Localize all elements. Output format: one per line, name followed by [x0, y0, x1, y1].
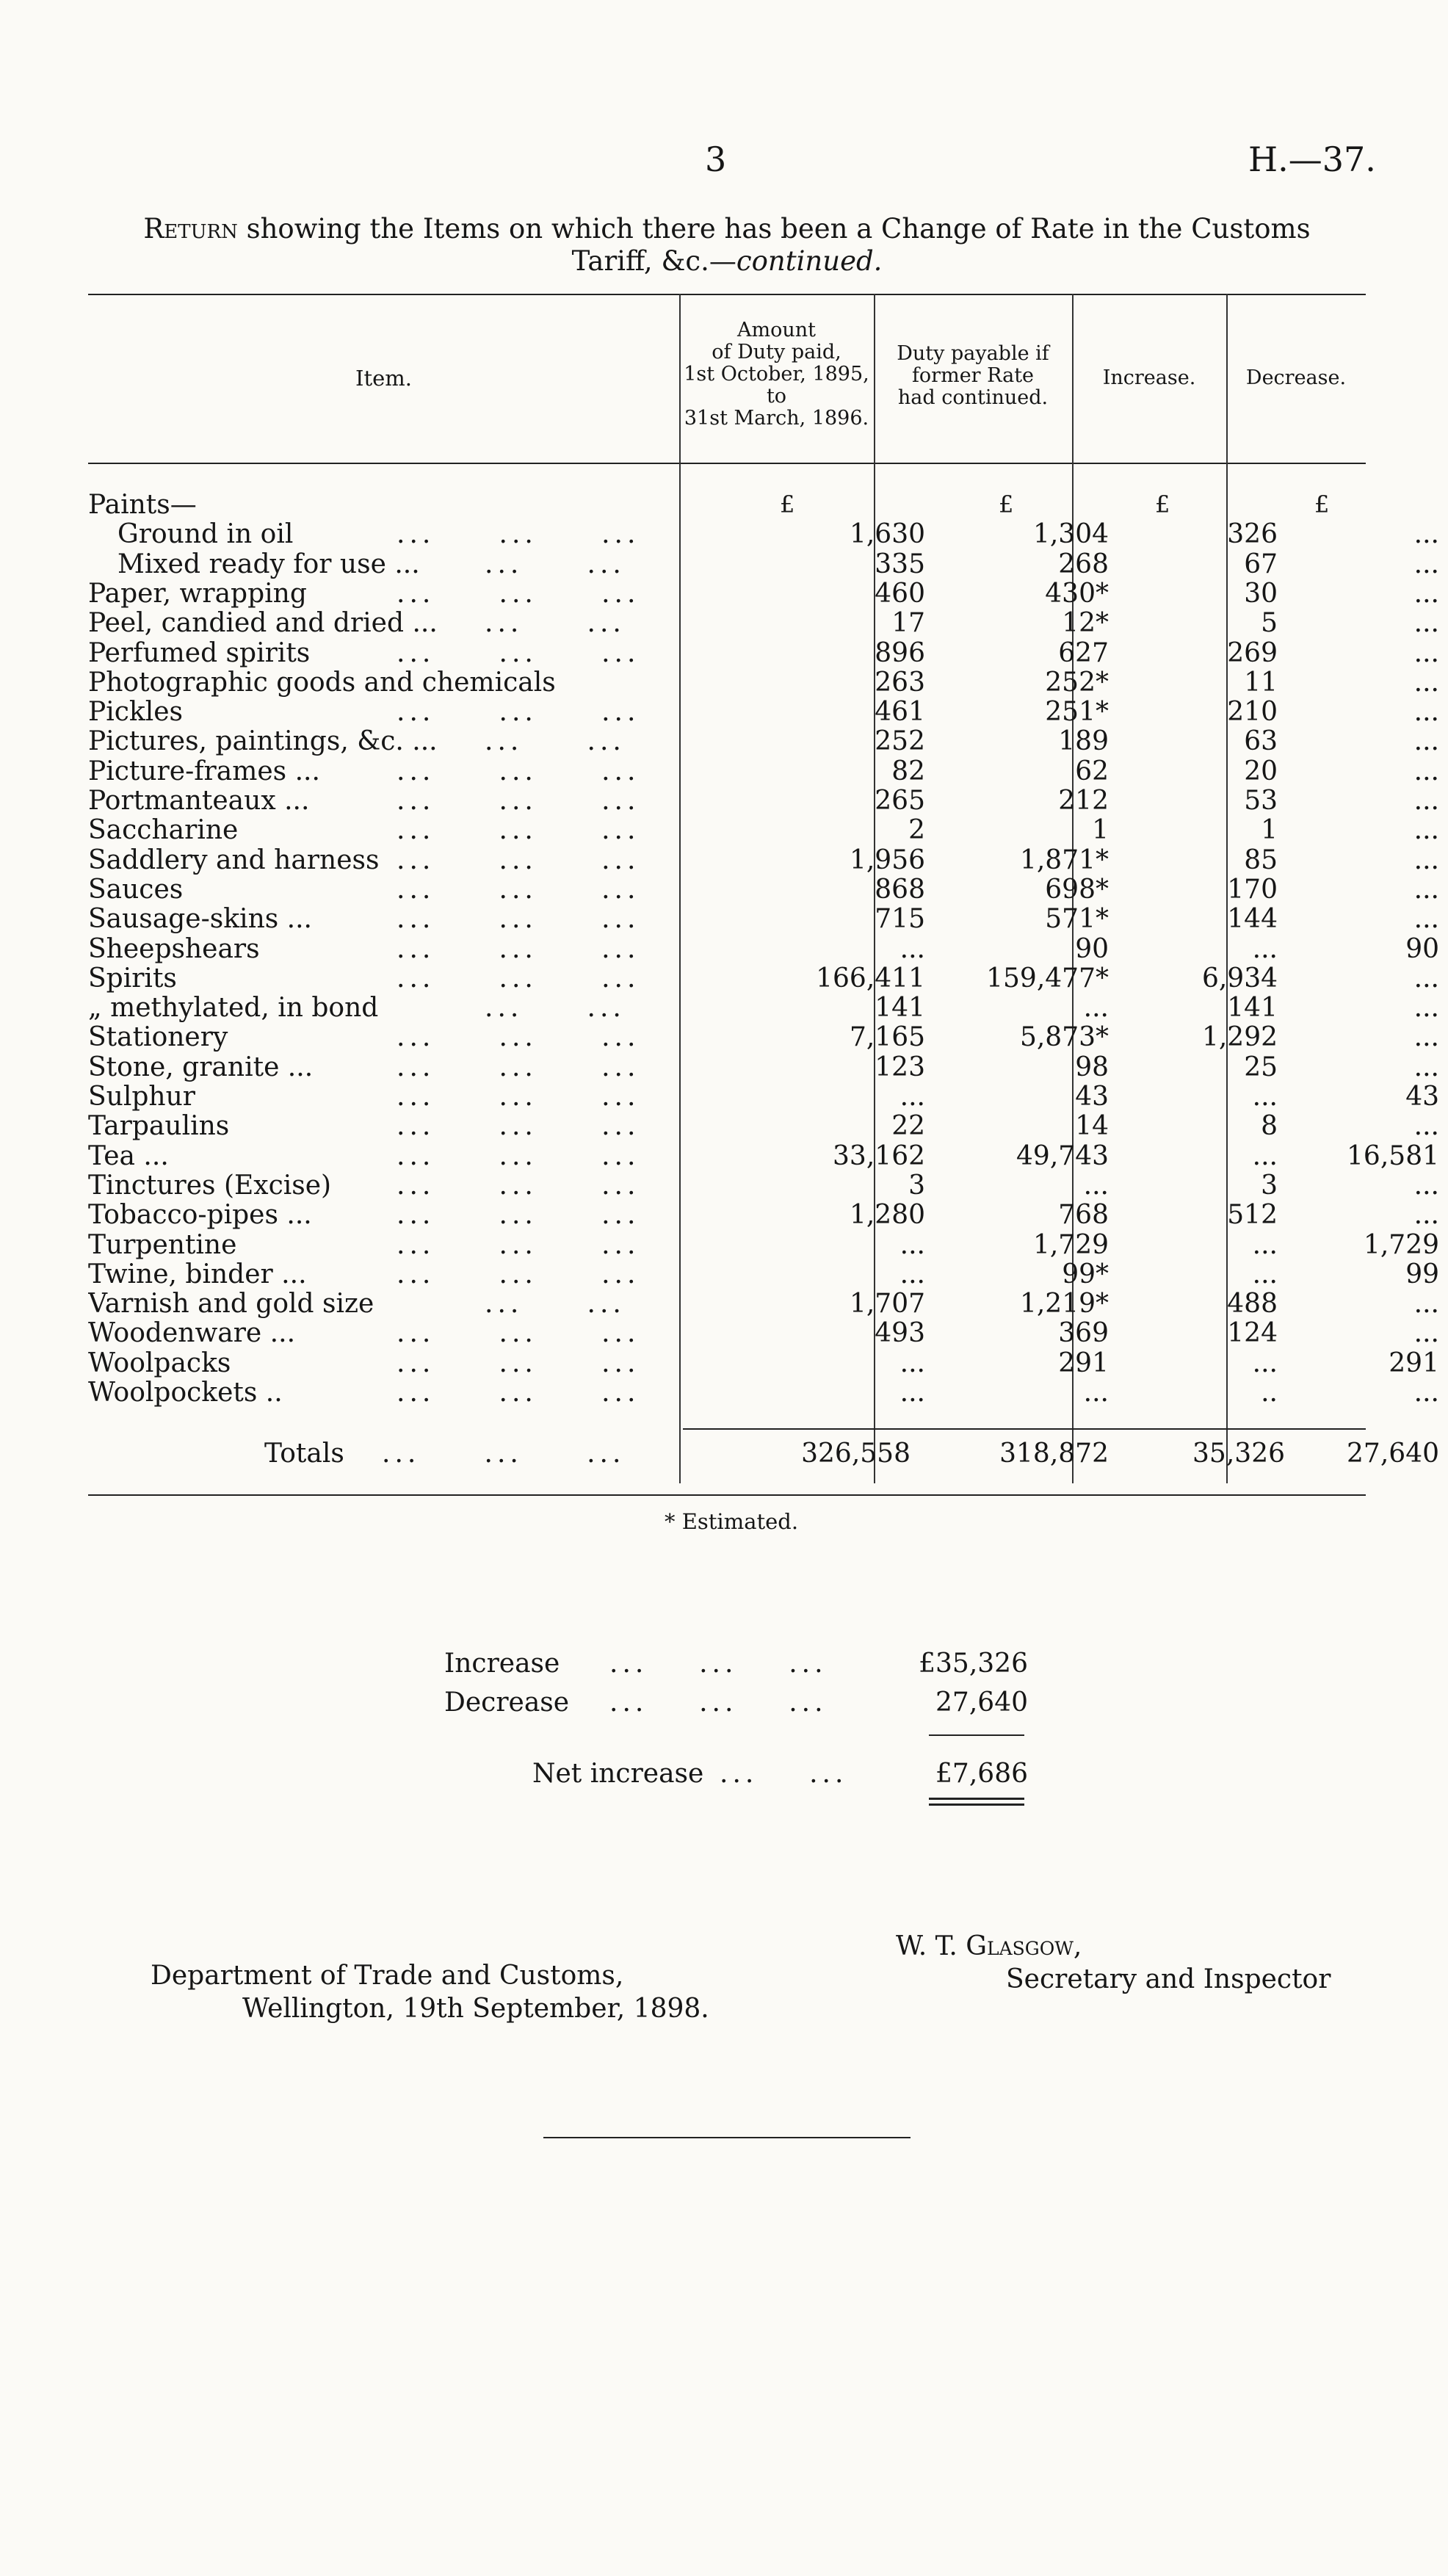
- table-row: [88, 963, 1439, 994]
- row-decrease: 43: [1405, 1082, 1439, 1112]
- row-amount: 263: [875, 667, 925, 698]
- totals-row: [88, 1439, 1439, 1469]
- row-item: Twine, binder ... ... ... ...: [88, 1259, 640, 1289]
- row-amount: 33,162: [833, 1140, 925, 1171]
- row-decrease: ...: [1413, 1289, 1439, 1320]
- row-amount: 1,707: [849, 1289, 925, 1320]
- leader-dots: ... ... ...: [397, 1348, 640, 1378]
- row-duty-payable: 98: [1075, 1052, 1109, 1082]
- totals-payable: 318,872: [999, 1439, 1109, 1469]
- leader-dots: ... ...: [485, 609, 626, 639]
- row-item: Pickles ... ... ...: [88, 698, 640, 728]
- table-row: [88, 578, 1439, 609]
- row-increase: ...: [1252, 1140, 1278, 1171]
- row-decrease: 291: [1389, 1347, 1439, 1378]
- row-amount: 166,411: [816, 963, 925, 994]
- row-decrease: ...: [1413, 1318, 1439, 1349]
- row-amount: 1,630: [849, 519, 925, 550]
- table-row: [88, 608, 1439, 639]
- table-row: [88, 1289, 1439, 1320]
- row-item: Woolpockets .. ... ... ...: [88, 1378, 640, 1408]
- row-amount: ...: [899, 1259, 925, 1289]
- row-duty-payable: ...: [1083, 993, 1109, 1024]
- row-duty-payable: 768: [1058, 1200, 1109, 1231]
- summary-decrease-label: Decrease: [444, 1687, 570, 1718]
- summary-increase-value: £35,326: [919, 1649, 1028, 1679]
- row-duty-payable: 1,729: [1032, 1229, 1109, 1260]
- leader-dots: ... ...: [485, 1289, 626, 1320]
- row-amount: 868: [875, 874, 925, 905]
- row-increase: 63: [1244, 726, 1278, 757]
- row-amount: 7,165: [849, 1022, 925, 1053]
- row-item: Turpentine ... ... ...: [88, 1230, 640, 1260]
- row-duty-payable: 14: [1075, 1111, 1109, 1142]
- header-decrease: Decrease.: [1245, 366, 1347, 389]
- header-amount: Amount of Duty paid, 1st October, 1895, to 31st March, 1896.: [684, 319, 869, 430]
- row-item: Peel, candied and dried ... ... ...: [88, 609, 626, 639]
- row-decrease: 16,581: [1347, 1140, 1439, 1171]
- row-increase: ..: [1261, 1378, 1278, 1408]
- department-line1: Department of Trade and Customs,: [151, 1961, 624, 1991]
- leader-dots: ... ... ...: [397, 579, 640, 609]
- table-row: [88, 1318, 1439, 1349]
- row-duty-payable: ...: [1083, 1170, 1109, 1201]
- row-duty-payable: 369: [1058, 1318, 1109, 1349]
- row-increase: 141: [1227, 993, 1278, 1024]
- row-increase: 488: [1227, 1289, 1278, 1320]
- row-item: Stone, granite ... ... ... ...: [88, 1052, 640, 1082]
- row-decrease: 90: [1405, 933, 1439, 964]
- double-rule: [929, 1803, 1024, 1806]
- title-continued: continued.: [736, 245, 883, 277]
- table-row: [88, 1259, 1439, 1289]
- row-amount: 2: [908, 815, 925, 846]
- row-amount: 896: [875, 637, 925, 668]
- table-row: [88, 1170, 1439, 1201]
- row-decrease: ...: [1413, 578, 1439, 609]
- row-item: Tinctures (Excise) ... ... ...: [88, 1171, 640, 1201]
- leader-dots: ... ... ...: [397, 1171, 640, 1201]
- table-row: [88, 697, 1439, 728]
- table-row: [88, 519, 1439, 550]
- row-item: Spirits ... ... ...: [88, 963, 640, 994]
- leader-dots: ... ... ...: [397, 1378, 640, 1408]
- row-increase: ...: [1252, 1259, 1278, 1289]
- leader-dots: ... ... ...: [397, 1230, 640, 1260]
- row-increase: 210: [1227, 697, 1278, 728]
- row-decrease: ...: [1413, 1111, 1439, 1142]
- title-text: showing the Items on which there has been a Change of Rate in the Customs: [246, 213, 1311, 245]
- leader-dots: ... ... ...: [397, 638, 640, 668]
- leader-dots: ... ... ...: [397, 520, 640, 550]
- row-increase: 53: [1244, 786, 1278, 816]
- summary-dots: ... ... ...: [609, 1649, 828, 1679]
- row-item: Paper, wrapping ... ... ...: [88, 579, 640, 609]
- leader-dots: ... ... ...: [397, 1023, 640, 1053]
- row-increase: 6,934: [1201, 963, 1278, 994]
- table-row: [88, 1140, 1439, 1171]
- row-increase: 269: [1227, 637, 1278, 668]
- title-lead: Return: [143, 213, 238, 245]
- header-bottom-rule: [88, 463, 1366, 464]
- leader-dots: ... ... ...: [397, 963, 640, 994]
- row-decrease: ...: [1413, 786, 1439, 816]
- leader-dots: ... ...: [485, 549, 626, 579]
- page-title: [88, 213, 1366, 278]
- row-increase: 20: [1244, 756, 1278, 786]
- row-amount: 1,956: [849, 844, 925, 875]
- row-decrease: ...: [1413, 1170, 1439, 1201]
- row-item: Saccharine ... ... ...: [88, 816, 640, 846]
- row-increase: 124: [1227, 1318, 1278, 1349]
- row-decrease: ...: [1413, 904, 1439, 935]
- table-row: [88, 933, 1439, 964]
- row-amount: 715: [875, 904, 925, 935]
- row-duty-payable: 189: [1058, 726, 1109, 757]
- row-increase: ...: [1252, 1229, 1278, 1260]
- row-item: Ground in oil ... ... ...: [117, 520, 640, 550]
- row-increase: ...: [1252, 1347, 1278, 1378]
- table-row: [88, 1022, 1439, 1053]
- table-row: [88, 844, 1439, 875]
- row-amount: ...: [899, 1229, 925, 1260]
- row-duty-payable: 159,477*: [986, 963, 1109, 994]
- row-amount: ...: [899, 933, 925, 964]
- totals-decrease: 27,640: [1347, 1439, 1439, 1469]
- row-amount: 335: [875, 549, 925, 579]
- row-increase: ...: [1252, 933, 1278, 964]
- row-amount: 22: [891, 1111, 925, 1142]
- leader-dots: ... ... ...: [397, 1201, 640, 1231]
- leader-dots: ... ... ...: [397, 905, 640, 935]
- row-increase: 144: [1227, 904, 1278, 935]
- row-amount: 123: [875, 1052, 925, 1082]
- table-row: [88, 815, 1439, 846]
- row-decrease: ...: [1413, 1200, 1439, 1231]
- row-increase: 326: [1227, 519, 1278, 550]
- row-duty-payable: 430*: [1045, 578, 1109, 609]
- row-duty-payable: 1,871*: [1019, 844, 1109, 875]
- row-duty-payable: 571*: [1045, 904, 1109, 935]
- table-row: [88, 1229, 1439, 1260]
- footnote: * Estimated.: [665, 1509, 799, 1534]
- row-increase: 85: [1244, 844, 1278, 875]
- leader-dots: ... ...: [485, 727, 626, 757]
- row-item: „ methylated, in bond ... ...: [88, 994, 626, 1024]
- leader-dots: ... ...: [485, 994, 626, 1024]
- totals-rule: [683, 1428, 1366, 1430]
- summary-dots: ... ...: [720, 1759, 848, 1789]
- leader-dots: ... ... ...: [397, 845, 640, 875]
- row-increase: 30: [1244, 578, 1278, 609]
- row-decrease: ...: [1413, 608, 1439, 639]
- currency-increase: £: [1155, 491, 1170, 518]
- row-decrease: 1,729: [1363, 1229, 1439, 1260]
- signature-name: W. T. Glasgow,: [896, 1931, 1082, 1961]
- row-increase: 170: [1227, 874, 1278, 905]
- leader-dots: ... ... ...: [397, 1259, 640, 1289]
- row-item: Sheepshears ... ... ...: [88, 934, 640, 964]
- totals-amount: 326,558: [801, 1439, 911, 1469]
- row-item: Sulphur ... ... ...: [88, 1082, 640, 1112]
- table-row: [88, 1200, 1439, 1231]
- row-item: Picture-frames ... ... ... ...: [88, 756, 640, 786]
- currency-decrease: £: [1314, 491, 1330, 518]
- row-increase: 8: [1261, 1111, 1278, 1142]
- row-duty-payable: 43: [1075, 1082, 1109, 1112]
- row-duty-payable: 627: [1058, 637, 1109, 668]
- summary-dots: ... ... ...: [609, 1687, 828, 1718]
- table-row: [88, 904, 1439, 935]
- row-decrease: ...: [1413, 519, 1439, 550]
- header-duty-payable: Duty payable if former Rate had continued.: [897, 342, 1049, 409]
- row-duty-payable: 49,743: [1016, 1140, 1109, 1171]
- row-amount: 3: [908, 1170, 925, 1201]
- row-duty-payable: 212: [1058, 786, 1109, 816]
- row-increase: ...: [1252, 1082, 1278, 1112]
- row-amount: 265: [875, 786, 925, 816]
- table-row: [88, 1111, 1439, 1142]
- row-duty-payable: 99*: [1062, 1259, 1109, 1289]
- table-row: [88, 549, 1439, 579]
- currency-amount: £: [780, 491, 795, 518]
- title-line2: Tariff, &c.—: [571, 245, 736, 277]
- leader-dots: ... ... ...: [397, 875, 640, 905]
- table-row: [88, 786, 1439, 816]
- row-duty-payable: 90: [1075, 933, 1109, 964]
- header-item: Item.: [355, 366, 412, 391]
- header-increase: Increase.: [1102, 366, 1196, 389]
- row-duty-payable: 698*: [1045, 874, 1109, 905]
- table-top-rule: [88, 294, 1366, 295]
- row-amount: 460: [875, 578, 925, 609]
- row-duty-payable: 62: [1075, 756, 1109, 786]
- row-decrease: ...: [1413, 1022, 1439, 1053]
- row-amount: 17: [891, 608, 925, 639]
- row-decrease: ...: [1413, 549, 1439, 579]
- leader-dots: ... ... ...: [397, 698, 640, 728]
- row-item: Tobacco-pipes ... ... ... ...: [88, 1201, 640, 1231]
- totals-dots: ... ... ...: [382, 1439, 626, 1469]
- row-increase: 25: [1244, 1052, 1278, 1082]
- row-duty-payable: 1: [1092, 815, 1109, 846]
- row-item: Pictures, paintings, &c. ... ... ...: [88, 727, 626, 757]
- row-amount: 1,280: [849, 1200, 925, 1231]
- table-row: [88, 667, 1439, 698]
- row-decrease: ...: [1413, 1378, 1439, 1408]
- leader-dots: ... ... ...: [397, 816, 640, 846]
- table-row: [88, 1082, 1439, 1112]
- row-decrease: ...: [1413, 637, 1439, 668]
- row-amount: 252: [875, 726, 925, 757]
- row-item: Portmanteaux ... ... ... ...: [88, 786, 640, 816]
- row-decrease: ...: [1413, 815, 1439, 846]
- row-item: Sausage-skins ... ... ... ...: [88, 905, 640, 935]
- row-item: Mixed ready for use ... ... ...: [117, 549, 626, 579]
- row-decrease: ...: [1413, 993, 1439, 1024]
- department-line2: Wellington, 19th September, 1898.: [242, 1994, 709, 2024]
- page-number: 3: [705, 140, 727, 179]
- row-decrease: ...: [1413, 697, 1439, 728]
- row-amount: ...: [899, 1082, 925, 1112]
- row-decrease: ...: [1413, 844, 1439, 875]
- table-row: [88, 726, 1439, 757]
- row-amount: 82: [891, 756, 925, 786]
- row-duty-payable: 251*: [1045, 697, 1109, 728]
- leader-dots: ... ... ...: [397, 1112, 640, 1142]
- table-row: [88, 491, 1366, 520]
- leader-dots: ... ... ...: [397, 934, 640, 964]
- row-duty-payable: 12*: [1062, 608, 1109, 639]
- row-amount: 493: [875, 1318, 925, 1349]
- row-item: Woolpacks ... ... ...: [88, 1348, 640, 1378]
- row-decrease: 99: [1405, 1259, 1439, 1289]
- leader-dots: ... ... ...: [397, 756, 640, 786]
- table-row: [88, 637, 1439, 668]
- row-item: Sauces ... ... ...: [88, 875, 640, 905]
- row-decrease: ...: [1413, 726, 1439, 757]
- row-item: Paints—: [88, 491, 197, 520]
- row-decrease: ...: [1413, 963, 1439, 994]
- row-item: Perfumed spirits ... ... ...: [88, 638, 640, 668]
- row-increase: 1,292: [1201, 1022, 1278, 1053]
- leader-dots: ... ... ...: [397, 1319, 640, 1349]
- leader-dots: ... ... ...: [397, 1141, 640, 1171]
- double-rule: [929, 1798, 1024, 1800]
- row-duty-payable: 5,873*: [1019, 1022, 1109, 1053]
- leader-dots: ... ... ...: [397, 1082, 640, 1112]
- row-decrease: ...: [1413, 667, 1439, 698]
- row-amount: 461: [875, 697, 925, 728]
- table-row: [88, 1347, 1439, 1378]
- row-increase: 512: [1227, 1200, 1278, 1231]
- document-reference: H.—37.: [1248, 140, 1376, 179]
- row-item: Varnish and gold size ... ...: [88, 1289, 626, 1320]
- row-amount: ...: [899, 1347, 925, 1378]
- row-decrease: ...: [1413, 756, 1439, 786]
- summary-rule: [929, 1734, 1024, 1736]
- signature-title: Secretary and Inspector: [1006, 1964, 1331, 1994]
- totals-increase: 35,326: [1192, 1439, 1285, 1469]
- row-duty-payable: 252*: [1045, 667, 1109, 698]
- row-increase: 67: [1244, 549, 1278, 579]
- row-item: Saddlery and harness ... ... ...: [88, 845, 640, 875]
- table-row: [88, 756, 1439, 786]
- row-item: Woodenware ... ... ... ...: [88, 1319, 640, 1349]
- summary-increase-label: Increase: [444, 1649, 560, 1679]
- row-amount: 141: [875, 993, 925, 1024]
- row-duty-payable: 1,219*: [1019, 1289, 1109, 1320]
- table-row: [88, 874, 1439, 905]
- row-decrease: ...: [1413, 874, 1439, 905]
- row-duty-payable: ...: [1083, 1378, 1109, 1408]
- row-amount: ...: [899, 1378, 925, 1408]
- leader-dots: ... ... ...: [397, 1052, 640, 1082]
- summary-net-label: Net increase: [532, 1759, 704, 1789]
- row-increase: 11: [1244, 667, 1278, 698]
- table-bottom-rule: [88, 1494, 1366, 1496]
- leader-dots: ... ... ...: [397, 786, 640, 816]
- table-row: [88, 1052, 1439, 1082]
- row-item: Tea ... ... ... ...: [88, 1141, 640, 1171]
- row-item: Stationery ... ... ...: [88, 1023, 640, 1053]
- row-duty-payable: 291: [1058, 1347, 1109, 1378]
- closing-rule: [543, 2137, 911, 2138]
- row-decrease: ...: [1413, 1052, 1439, 1082]
- row-increase: 1: [1261, 815, 1278, 846]
- row-increase: 5: [1261, 608, 1278, 639]
- row-duty-payable: 268: [1058, 549, 1109, 579]
- summary-decrease-value: 27,640: [935, 1687, 1028, 1718]
- totals-label: Totals: [264, 1439, 344, 1469]
- row-item: Tarpaulins ... ... ...: [88, 1112, 640, 1142]
- row-item: Photographic goods and chemicals: [88, 667, 556, 698]
- currency-payable: £: [999, 491, 1014, 518]
- row-duty-payable: 1,304: [1032, 519, 1109, 550]
- row-increase: 3: [1261, 1170, 1278, 1201]
- summary-net-value: £7,686: [935, 1759, 1028, 1789]
- table-row: [88, 1378, 1439, 1408]
- table-row: [88, 993, 1439, 1024]
